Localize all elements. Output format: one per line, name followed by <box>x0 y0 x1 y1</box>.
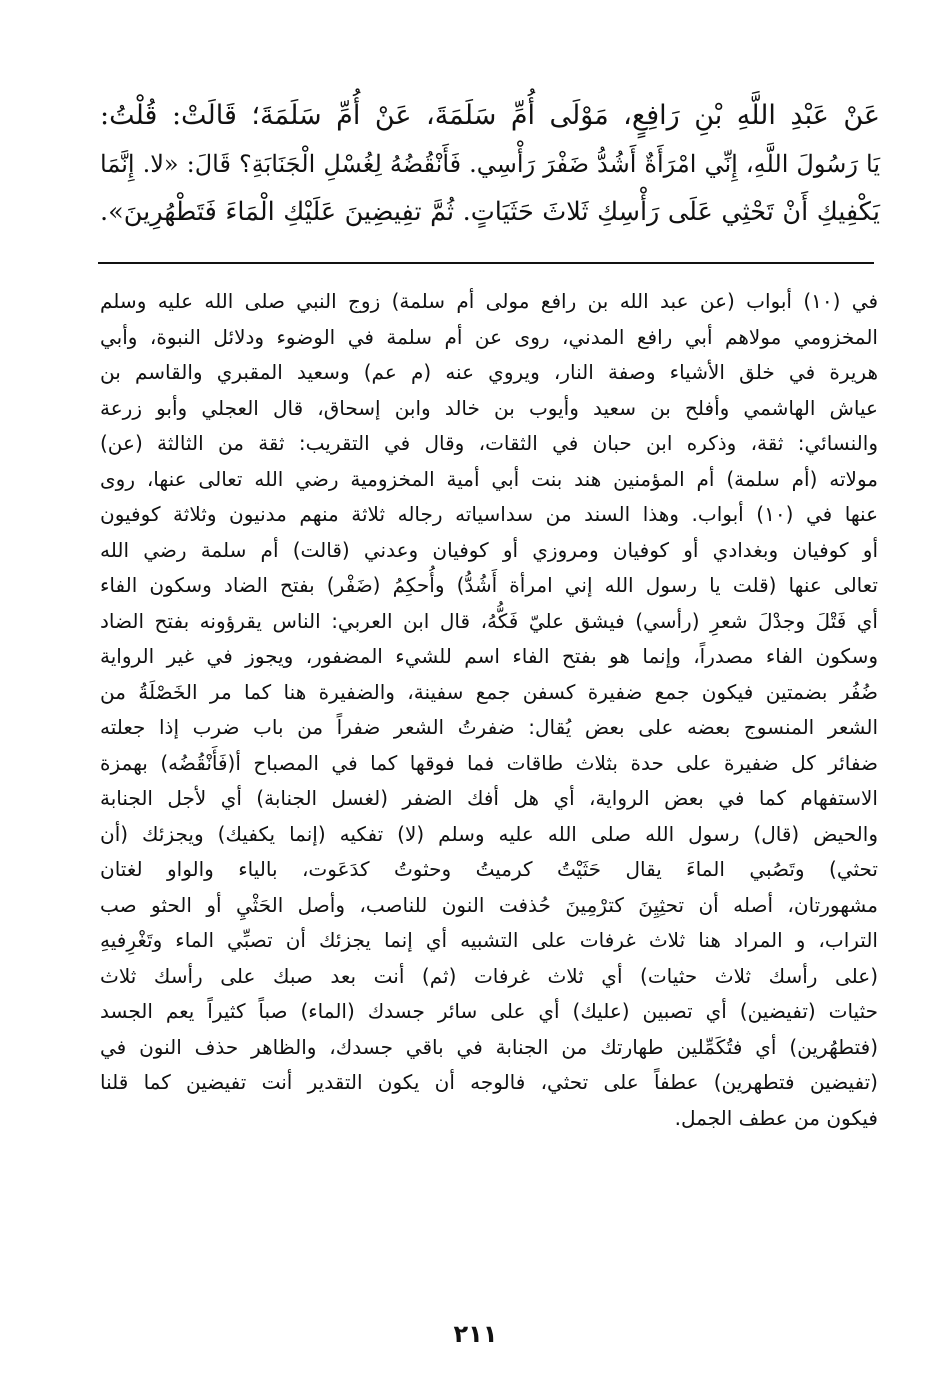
commentary-line: وسكون الفاء مصدراً، وإنما هو بفتح الفاء اسم للشيء المضفور، ويجوز في غير الرواية <box>100 644 878 668</box>
commentary-line: (فتطهُرين) أي فتُكَمِّلين طهارتك من الجنابة في باقي جسدك، والظاهر حذف النون في <box>100 1034 878 1059</box>
commentary-line: والحيض (قال) رسول الله صلى الله عليه وسلم (لا) تفكيه (إنما يكفيك) ويجزئك (أن <box>100 821 878 846</box>
commentary-line: أو كوفيان وبغدادي أو كوفيان ومروزي أو كوفيان وعدني (قالت) أم سلمة رضي الله <box>100 537 878 562</box>
hadith-line: يَا رَسُولَ اللَّهِ، إِنِّي امْرَأَةٌ أَشُدُّ ضَفْرَ رَأْسِي. فَأَنْقُضُهُ لِغُسْلِ الْجَنَابَةِ؟ قَالَ: «لا. إِنَّمَا <box>100 150 881 178</box>
commentary-line: والنسائي: ثقة، وذكره ابن حبان في الثقات، وقال في التقريب: ثقة من الثالثة (عن) <box>100 431 878 455</box>
commentary-line: المخزومي مولاهم أبي رافع المدني، روى عن أم سلمة في الوضوء ودلائل النبوة، وأبي <box>100 324 878 349</box>
commentary-line: (على رأسك ثلاث حثيات) أي ثلاث غرفات (ثم) أنت بعد صبك على رأسك ثلاث <box>100 963 878 988</box>
commentary-line: ضفائر كل ضفيرة على حدة بثلاث طاقات فما فوقها كما في المصباح أ(فَأَنْقُضُه) بهمزة <box>100 750 878 775</box>
commentary-line: (تفيضين فتطهرين) عطفاً على تحثي، فالوجه أن يكون التقدير أنت تفيضين كما قلنا <box>100 1070 878 1094</box>
hadith-text <box>100 92 880 236</box>
commentary-line: أي فَتْلَ وجدْلَ شعرِ (رأسي) فيشق عليّ فَكُّهُ، قال ابن العربي: الناس يقرؤونه بفتح الضاد <box>100 608 878 633</box>
page-number: ٢١١ <box>453 1320 498 1348</box>
commentary-line: تعالى عنها (قلت يا رسول الله إني امرأة أَشُدُّ) وأُحكِمُ (ضَفْر) بفتح الضاد وسكون الفاء <box>100 573 878 597</box>
commentary-line: عنها في (١٠) أبواب. وهذا السند من سداسياته رجاله ثلاثة منهم مدنيون وثلاثة كوفيون <box>100 502 879 526</box>
hadith-line: يَكْفِيكِ أَنْ تَحْثِي عَلَى رَأْسِكِ ثَلاثَ حَثَيَاتٍ. ثُمَّ تفِيضِينَ عَلَيْكِ الْمَاءَ فَتَطْهُرِينَ». <box>100 197 880 227</box>
commentary-line: حثيات (تفيضين) أي تصبين (عليك) أي على سائر جسدك (الماء) صباً كثيراً يعم الجسد <box>100 999 878 1023</box>
commentary-text <box>100 284 878 1136</box>
commentary-line: الاستفهام كما في بعض الرواية، أي هل أفك الضفر (لغسل الجنابة) أي لأجل الجنابة <box>100 786 878 810</box>
hadith-line: عَنْ عَبْدِ اللَّهِ بْنِ رَافِعٍ، مَوْلَى أُمِّ سَلَمَةَ، عَنْ أُمِّ سَلَمَةَ؛ قَالَتْ: قُلْتُ: <box>100 100 880 131</box>
commentary-line: ضُفُر بضمتين فيكون جمع ضفيرة كسفن جمع سفينة، والضفيرة هنا كما مر الخَصْلَةُ من <box>100 679 878 704</box>
commentary-line: فيكون من عطف الجمل. <box>674 1105 878 1130</box>
commentary-line: مولاته (أم سلمة) أم المؤمنين هند بنت أبي أمية المخزومية رضي الله تعالى عنها، روى <box>100 466 878 491</box>
commentary-line: عياش الهاشمي وأفلح بن سعيد وأيوب بن خالد وابن إسحاق، قال العجلي وأبو زرعة <box>100 395 878 420</box>
commentary-line: تحثي) وتَصُبي الماءَ يقال حَثَيْتُ كرميتُ وحثوتُ كدَعَوت، بالياء والواو لغتان <box>100 857 878 881</box>
commentary-line: مشهورتان، أصله أن تحثِيِنَ كترْمِينَ حُذفت النون للناصب، وأصل الحَثْيِ أو الحثو صب <box>100 892 878 917</box>
footnote-divider <box>98 262 874 264</box>
commentary-line: هريرة في خلق الأشياء وصفة النار، ويروي عنه (م عم) وسعيد المقبري والقاسم بن <box>100 360 878 384</box>
commentary-line: الشعر المنسوج بعضه على بعض يُقال: ضفرتُ الشعر ضفراً من باب ضرب إذا جعلته <box>100 715 878 739</box>
commentary-line: في (١٠) أبواب (عن عبد الله بن رافع مولى أم سلمة) زوج النبي صلى الله عليه وسلم <box>100 289 878 313</box>
commentary-line: التراب، و المراد هنا ثلاث غرفات على التشبيه أي إنما يجزئك أن تصبِّي الماء وتَغْرِفيهِ <box>100 928 878 952</box>
